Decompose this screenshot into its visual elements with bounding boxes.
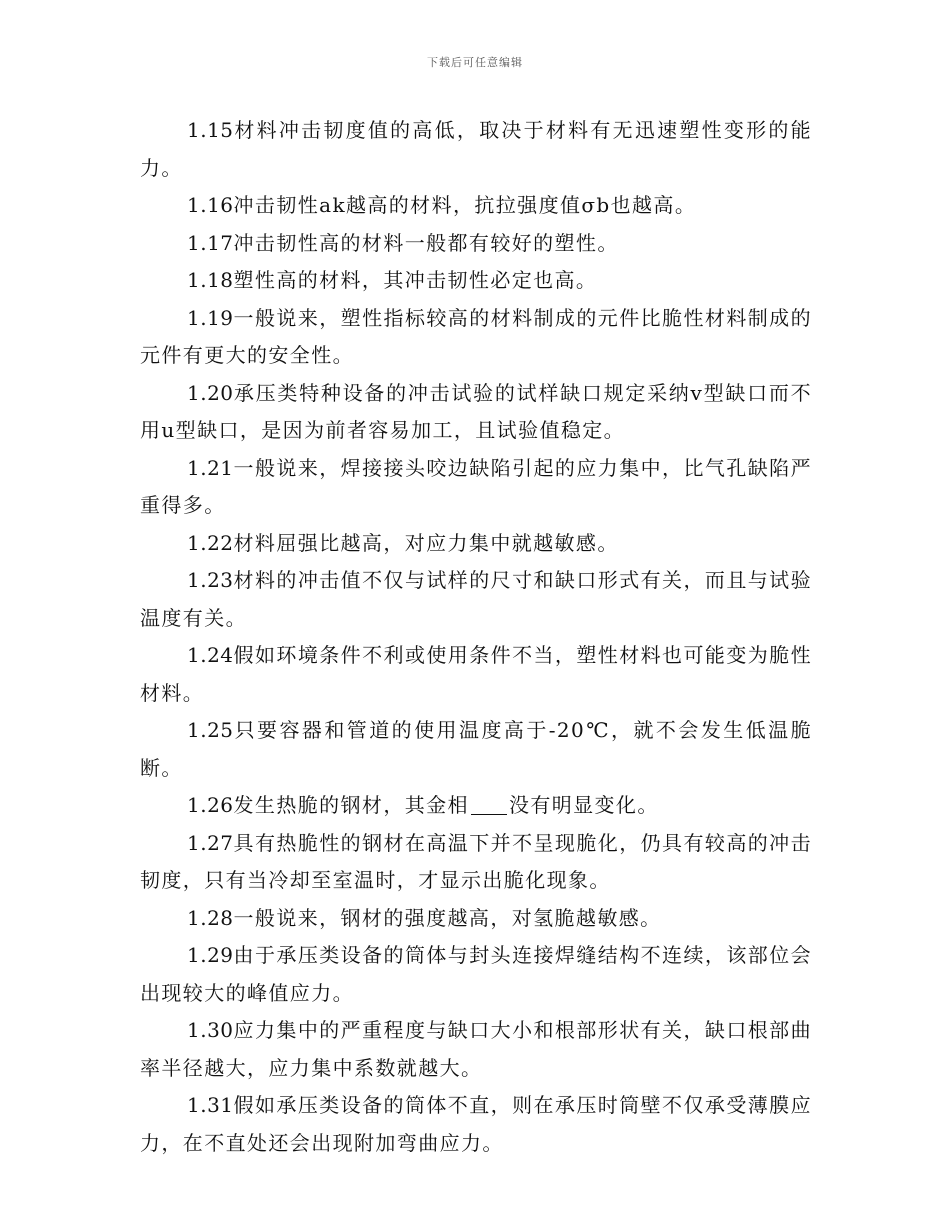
question-text: 一般说来，焊接接头咬边缺陷引起的应力集中，比气孔缺陷严重得多。	[140, 455, 812, 517]
question-item	[140, 225, 812, 263]
question-number: 1.23	[187, 568, 234, 592]
question-number: 1.15	[187, 118, 234, 142]
fill-in-blank	[471, 794, 507, 815]
question-item	[140, 900, 812, 938]
question-text-before-blank: 发生热脆的钢材，其金相	[233, 793, 469, 817]
question-number: 1.25	[187, 718, 234, 742]
question-item	[140, 450, 812, 525]
question-text: 假如环境条件不利或使用条件不当，塑性材料也可能变为脆性材料。	[140, 643, 812, 705]
question-number: 1.16	[187, 193, 234, 217]
question-item	[140, 787, 812, 825]
page-header-note: 下载后可任意编辑	[427, 56, 523, 69]
question-number: 1.19	[187, 305, 234, 330]
question-text: 具有热脆性的钢材在高温下并不呈现脆化，仍具有较高的冲击韧度，只有当冷却至室温时，才显示出脆化现象。	[140, 830, 812, 892]
question-number: 1.30	[187, 1018, 234, 1042]
question-item	[140, 712, 812, 787]
question-number: 1.29	[187, 943, 234, 967]
question-number: 1.26	[187, 793, 234, 817]
question-item	[140, 1012, 812, 1087]
question-text: 冲击韧性ak越高的材料，抗拉强度值σb也越高。	[233, 193, 697, 217]
question-number: 1.28	[187, 905, 234, 930]
question-item	[140, 187, 812, 225]
question-text: 假如承压类设备的筒体不直，则在承压时筒壁不仅承受薄膜应力，在不直处还会出现附加弯曲应力。	[140, 1093, 812, 1155]
question-number: 1.20	[187, 380, 234, 405]
question-text: 材料屈强比越高，对应力集中就越敏感。	[233, 530, 619, 555]
question-number: 1.18	[187, 268, 234, 292]
question-item	[140, 637, 812, 712]
question-item	[140, 112, 812, 187]
question-item	[140, 375, 812, 450]
question-text: 材料的冲击值不仅与试样的尺寸和缺口形式有关，而且与试验温度有关。	[140, 568, 812, 630]
question-item	[140, 525, 812, 563]
question-text: 材料冲击韧度值的高低，取决于材料有无迅速塑性变形的能力。	[140, 118, 812, 180]
document-body	[140, 112, 812, 1162]
question-number: 1.27	[187, 830, 234, 855]
question-text: 塑性高的材料，其冲击韧性必定也高。	[233, 268, 598, 292]
question-item	[140, 1087, 812, 1162]
question-text: 只要容器和管道的使用温度高于-20℃，就不会发生低温脆断。	[140, 718, 812, 780]
question-text-after-blank: 没有明显变化。	[508, 793, 659, 817]
question-number: 1.21	[187, 455, 234, 480]
question-item	[140, 825, 812, 900]
question-text: 一般说来，钢材的强度越高，对氢脆越敏感。	[233, 905, 662, 930]
question-number: 1.22	[187, 530, 234, 555]
question-number: 1.31	[187, 1093, 234, 1117]
question-item	[140, 262, 812, 300]
question-item	[140, 300, 812, 375]
question-text: 冲击韧性高的材料一般都有较好的塑性。	[233, 230, 619, 255]
question-number: 1.17	[187, 230, 234, 255]
question-text: 应力集中的严重程度与缺口大小和根部形状有关，缺口根部曲率半径越大，应力集中系数就越大。	[140, 1018, 812, 1080]
question-text: 承压类特种设备的冲击试验的试样缺口规定采纳v型缺口而不用u型缺口，是因为前者容易加工，且试验值稳定。	[140, 380, 812, 442]
question-text: 一般说来，塑性指标较高的材料制成的元件比脆性材料制成的元件有更大的安全性。	[140, 305, 812, 367]
question-item	[140, 937, 812, 1012]
question-text: 由于承压类设备的筒体与封头连接焊缝结构不连续，该部位会出现较大的峰值应力。	[140, 943, 812, 1005]
question-number: 1.24	[187, 643, 234, 667]
question-item	[140, 562, 812, 637]
